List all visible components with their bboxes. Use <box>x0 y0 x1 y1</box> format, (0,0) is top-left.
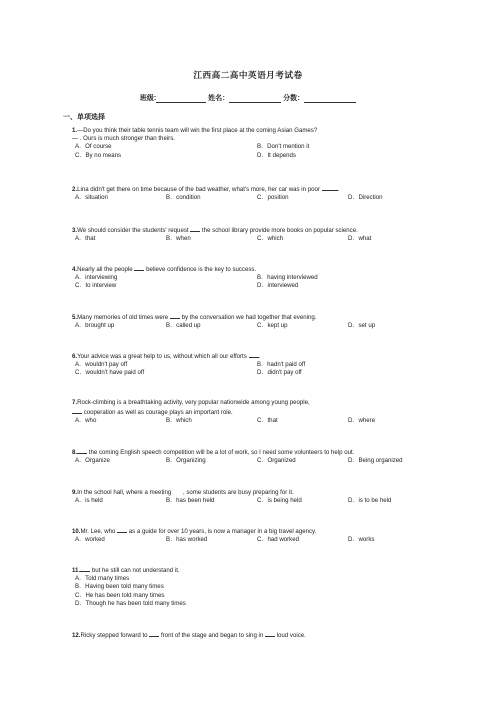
option-d[interactable]: D．what <box>348 235 372 243</box>
stem-text: . <box>258 353 261 360</box>
option-c[interactable]: C．that <box>257 417 278 425</box>
option-c[interactable]: C．which <box>257 235 284 243</box>
score-label: 分数： <box>283 95 305 102</box>
question-7 <box>72 399 432 426</box>
question-number: 1. <box>72 127 78 134</box>
question-1 <box>72 127 432 160</box>
answer-blank[interactable] <box>190 225 200 232</box>
page-title: 江西高二高中英语月考试卷 <box>193 70 303 80</box>
stem-text: We should consider the students' request <box>77 227 189 234</box>
question-stem <box>72 399 432 407</box>
stem-line: —Do you think their table tennis team will win the first place at the coming Asian Games? <box>77 127 318 134</box>
option-a[interactable]: A．worked <box>75 536 105 544</box>
answer-blank[interactable] <box>80 565 90 572</box>
question-stem <box>72 225 432 235</box>
question-number: 8. <box>72 449 78 456</box>
name-blank[interactable] <box>229 94 281 103</box>
question-number: 7. <box>72 399 78 406</box>
option-b[interactable]: B．called up <box>166 322 201 330</box>
stem-text: In the school hall, where a meeting <box>77 489 172 496</box>
question-stem <box>72 407 432 417</box>
question-number: 5. <box>72 314 78 321</box>
answer-blank[interactable] <box>170 312 180 319</box>
question-number: 3. <box>72 227 78 234</box>
option-b[interactable]: B．which <box>166 417 192 425</box>
answer-blank[interactable] <box>173 487 183 494</box>
answer-blank[interactable] <box>149 630 159 637</box>
option-b[interactable]: B．when <box>166 235 191 243</box>
option-c[interactable]: C．wouldn't have paid off <box>75 369 145 377</box>
option-d[interactable]: D．works <box>348 536 375 544</box>
section-title: 一、单项选择 <box>63 114 105 121</box>
answer-blank[interactable] <box>249 351 259 358</box>
option-a[interactable]: A．is held <box>75 497 103 505</box>
option-c[interactable]: C．By no means <box>75 151 122 159</box>
stem-text: front of the stage and began to sing in <box>160 632 264 639</box>
question-9 <box>72 487 432 505</box>
answer-blank[interactable] <box>77 447 87 454</box>
stem-text: Your advice was a great help to us, without which all our efforts <box>77 353 247 360</box>
option-d[interactable]: D．set up <box>348 322 376 330</box>
option-b[interactable]: B．having interviewed <box>257 274 318 282</box>
stem-text: believe confidence is the key to success. <box>146 266 257 273</box>
question-stem <box>72 487 432 497</box>
option-b[interactable]: B．Having been told many times <box>75 583 164 591</box>
option-d[interactable]: D．didn't pay off <box>257 369 302 377</box>
question-stem <box>72 135 432 143</box>
question-number: 4. <box>72 266 78 273</box>
class-blank[interactable] <box>156 94 206 103</box>
stem-text: Rock-climbing is a breathtaking activity, very popular nationwide among young people, <box>77 399 310 406</box>
option-c[interactable]: C．position <box>257 194 289 202</box>
stem-text: loud voice. <box>276 632 306 639</box>
stem-text: but he still can not understand it. <box>91 567 180 574</box>
question-stem <box>72 351 432 361</box>
question-number: 11. <box>72 567 81 574</box>
stem-text: Lina didn't get there on time because of the bad weather, what's more, her car was in poor <box>77 186 320 193</box>
question-number: 10. <box>72 528 81 535</box>
answer-blank[interactable] <box>117 526 127 533</box>
question-4 <box>72 264 432 291</box>
question-12 <box>72 630 432 640</box>
option-a[interactable]: A．brought up <box>75 322 115 330</box>
answer-blank[interactable] <box>72 407 82 414</box>
stem-text: Ricky stepped forward to <box>80 632 148 639</box>
stem-line: — . Ours is much stronger than theirs. <box>72 135 175 143</box>
question-stem <box>72 184 432 194</box>
option-a[interactable]: A．Of course <box>75 143 112 151</box>
stem-text: cooperation as well as courage plays an important role. <box>83 409 233 417</box>
option-d[interactable]: D．Direction <box>348 194 383 202</box>
option-b[interactable]: B．condition <box>166 194 201 202</box>
stem-text: Mr. Lee, who <box>80 528 116 535</box>
option-a[interactable]: A．wouldn't pay off <box>75 361 128 369</box>
answer-blank[interactable] <box>322 184 338 191</box>
question-6 <box>72 351 432 378</box>
question-stem <box>72 127 432 135</box>
stem-text: by the conversation we had together that evening. <box>181 314 317 321</box>
option-a[interactable]: A．who <box>75 417 97 425</box>
question-stem <box>72 264 432 274</box>
option-d[interactable]: D．It depends <box>257 151 296 159</box>
question-10 <box>72 526 432 544</box>
stem-text: . <box>337 186 340 193</box>
question-5 <box>72 312 432 330</box>
option-a[interactable]: A．Told many times <box>75 575 130 583</box>
option-d[interactable]: D．interviewed <box>257 282 299 290</box>
answer-blank[interactable] <box>134 264 144 271</box>
option-d[interactable]: D．is to be held <box>348 497 392 505</box>
stem-text: as a guide for over 10 years, is now a manager in a big travel agency. <box>128 528 317 535</box>
option-b[interactable]: B．has been held <box>166 497 215 505</box>
question-stem <box>72 630 432 640</box>
option-c[interactable]: C．had worked <box>257 536 299 544</box>
option-a[interactable]: A．situation <box>75 194 108 202</box>
question-number: 2. <box>72 186 78 193</box>
student-info-line <box>0 93 496 103</box>
question-number: 12. <box>72 632 81 639</box>
question-stem <box>72 312 432 322</box>
class-label: 班级: <box>139 95 157 102</box>
stem-text: the school library provide more books on popular science. <box>201 227 358 234</box>
stem-text: Nearly all the people <box>77 266 133 273</box>
stem-text: the coming English speech competition will be a lot of work, so I need some volunteers to help out. <box>88 449 355 456</box>
score-blank[interactable] <box>304 94 356 103</box>
answer-blank[interactable] <box>265 630 275 637</box>
question-3 <box>72 225 432 243</box>
question-8 <box>72 447 432 465</box>
option-d[interactable]: D．Though he has been told many times <box>75 599 186 607</box>
option-d[interactable]: D．Being organized <box>348 457 403 465</box>
stem-text: , some students are busy preparing for it. <box>182 489 294 496</box>
option-a[interactable]: A．Organize <box>75 457 110 465</box>
option-b[interactable]: B．Don't mention it <box>257 143 310 151</box>
question-2 <box>72 184 432 202</box>
option-c[interactable]: C．He has been told many times <box>75 591 165 599</box>
stem-text: Many memories of old times were <box>77 314 169 321</box>
question-number: 6. <box>72 353 78 360</box>
question-stem <box>72 526 432 536</box>
question-stem <box>72 447 432 457</box>
option-c[interactable]: C．Organized <box>257 457 296 465</box>
question-number: 9. <box>72 489 78 496</box>
question-11 <box>72 565 432 608</box>
option-a[interactable]: A．interviewing <box>75 274 118 282</box>
option-c[interactable]: C．is being held <box>257 497 302 505</box>
option-a[interactable]: A．that <box>75 235 96 243</box>
option-b[interactable]: B．Organizing <box>166 457 206 465</box>
question-stem <box>72 565 432 575</box>
option-d[interactable]: D．where <box>348 417 376 425</box>
name-label: 姓名： <box>208 95 230 102</box>
option-b[interactable]: B．has worked <box>166 536 208 544</box>
option-b[interactable]: B．hadn't paid off <box>257 361 306 369</box>
option-c[interactable]: C．kept up <box>257 322 288 330</box>
option-c[interactable]: C．to interview <box>75 282 117 290</box>
